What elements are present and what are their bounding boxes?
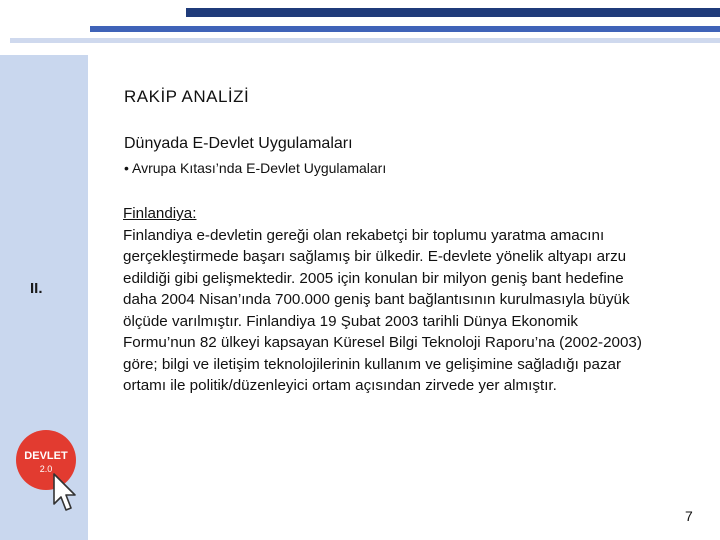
page-number: 7 [685, 508, 693, 524]
body-paragraph [123, 203, 648, 397]
top-bar-light [10, 38, 720, 43]
bullet-item: • Avrupa Kıtası’nda E-Devlet Uygulamaları [124, 160, 387, 176]
slide-title: RAKİP ANALİZİ [124, 87, 250, 106]
section-number: II. [30, 280, 43, 297]
devlet-logo [14, 428, 84, 518]
top-bar-mid [90, 26, 720, 32]
body-heading: Finlandiya: [123, 205, 197, 222]
top-bar-dark [186, 8, 720, 17]
body-text: Finlandiya e-devletin gereği olan rekabetçi bir toplumu yaratma amacını gerçekleştirmede başarı sağlamış bir ülkedir. E-devlete yönelik altyapı arzu edildiği gibi gelişmektedir. 2005 için konulan bir milyon geniş bant hedefine daha 2004 Nisan’ında 700.000 geniş bant bağlantısının kurulmasıyla büyük ölçüde varılmıştır. Finlandiya 19 Şubat 2003 tarihli Dünya Ekonomik Formu’nun 82 ülkeyi kapsayan Küresel Bilgi Teknoloji Raporu’na (2002-2003) göre; bilgi ve iletişim teknolojilerinin kullanım ve gelişimine sağladığı pazar ortamı ile politik/düzenleyici ortam açısından zirvede yer almıştır. [123, 226, 642, 394]
logo-text-line1: DEVLET [24, 450, 68, 462]
slide-subtitle: Dünyada E-Devlet Uygulamaları [124, 135, 353, 152]
logo-text-line2: 2.0 [39, 464, 53, 474]
sidebar-divider [88, 55, 91, 540]
